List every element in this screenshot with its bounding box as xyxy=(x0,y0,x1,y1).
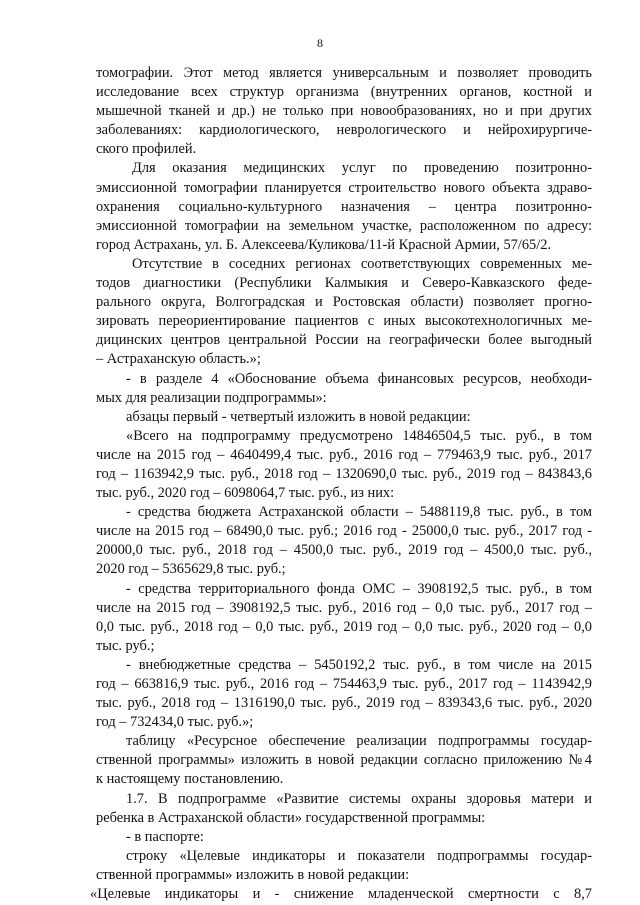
text-line: таблицу «Ресурсное обеспечение реализации подпрограммы государ- xyxy=(126,733,592,750)
text-line: числе на 2015 год – 68490,0 тыс. руб.; 2016 год - 25000,0 тыс. руб., 2017 год - xyxy=(96,523,592,540)
text-line: заболеваниях: кардиологического, неврологического и нейрохирургиче- xyxy=(96,122,592,139)
text-line: - внебюджетные средства – 5450192,2 тыс. руб., в том числе на 2015 xyxy=(126,656,592,673)
text-line: ского профилей. xyxy=(96,141,197,158)
text-line: - средства территориального фонда ОМС – 3908192,5 тыс. руб., в том xyxy=(126,580,592,597)
text-line: мых для реализации подпрограммы»: xyxy=(96,389,327,406)
text-line: тыс. руб., 2020 год – 6098064,7 тыс. руб., из них: xyxy=(96,485,395,502)
text-line: ственной программы» изложить в новой редакции: xyxy=(96,866,410,883)
text-line: тыс. руб.; xyxy=(96,637,155,654)
text-line: ственной программы» изложить в новой редакции согласно приложению №4 xyxy=(96,752,592,769)
text-line: зировать переориентирование пациентов с иных высокотехнологичных ме- xyxy=(96,313,592,330)
text-line: год – 1163942,9 тыс. руб., 2018 год – 1320690,0 тыс. руб., 2019 год – 843843,6 xyxy=(96,465,592,482)
text-line: рального округа, Волгоградская и Ростовская области) позволяет прогно- xyxy=(96,294,592,311)
text-line: дицинских центров центральной России на географически более выгодный xyxy=(96,332,592,349)
page-number: 8 xyxy=(317,36,323,50)
text-line: год – 663816,9 тыс. руб., 2016 год – 754463,9 тыс. руб., 2017 год – 1143942,9 xyxy=(96,676,592,692)
text-line: строку «Целевые индикаторы и показатели подпрограммы государ- xyxy=(126,847,592,864)
text-line: «Целевые индикаторы и - снижение младенческой смертности с 8,7 xyxy=(90,886,592,903)
text-line: числе на 2015 год – 4640499,4 тыс. руб., 2016 год – 779463,9 тыс. руб., 2017 xyxy=(96,446,592,463)
text-line: - в паспорте: xyxy=(126,828,204,845)
text-line: мышечной тканей и др.) не только при новообразованиях, но и при других xyxy=(96,103,592,120)
text-line: числе на 2015 год – 3908192,5 тыс. руб., 2016 год – 0,0 тыс. руб., 2017 год – xyxy=(96,599,592,616)
text-line: «Всего на подпрограмму предусмотрено 14846504,5 тыс. руб., в том xyxy=(126,427,592,444)
text-line: томографии. Этот метод является универсальным и позволяет проводить xyxy=(96,65,592,81)
text-line: - средства бюджета Астраханской области – 5488119,8 тыс. руб., в том xyxy=(126,504,592,521)
text-line: охранения социально-культурного назначения – центра позитронно- xyxy=(96,198,592,215)
text-line: год – 732434,0 тыс. руб.»; xyxy=(96,714,254,731)
text-line: эмиссионной томографии планируется строительство нового объекта здраво- xyxy=(96,179,592,196)
text-line: Отсутствие в соседних регионах соответствующих современных ме- xyxy=(132,255,592,272)
text-line: город Астрахань, ул. Б. Алексеева/Куликова/11-й Красной Армии, 57/65/2. xyxy=(96,236,552,253)
text-line: эмиссионной томографии на земельном участке, расположенном по адресу: xyxy=(96,217,592,234)
text-line: к настоящему постановлению. xyxy=(96,771,284,788)
text-line: 20000,0 тыс. руб., 2018 год – 4500,0 тыс. руб., 2019 год – 4500,0 тыс. руб., xyxy=(96,542,592,559)
text-line: тодов диагностики (Республики Калмыкия и Северо-Кавказского феде- xyxy=(96,275,592,292)
text-line: 2020 год – 5365629,8 тыс. руб.; xyxy=(96,561,286,578)
text-line: 0,0 тыс. руб., 2018 год – 0,0 тыс. руб., 2019 год – 0,0 тыс. руб., 2020 год – 0,0 xyxy=(96,618,592,635)
text-line: Для оказания медицинских услуг по проведению позитронно- xyxy=(132,160,592,177)
text-line: исследование всех структур организма (внутренних органов, костной и xyxy=(96,84,592,101)
text-line: 1.7. В подпрограмме «Развитие системы охраны здоровья матери и xyxy=(126,790,592,807)
text-line: тыс. руб., 2018 год – 1316190,0 тыс. руб., 2019 год – 839343,6 тыс. руб., 2020 xyxy=(96,695,592,712)
text-line: – Астраханскую область.»; xyxy=(96,351,261,368)
text-line: - в разделе 4 «Обоснование объема финансовых ресурсов, необходи- xyxy=(126,370,592,387)
document-body-text xyxy=(90,64,592,904)
text-line: ребенка в Астраханской области» государственной программы: xyxy=(96,809,486,826)
text-line: абзацы первый - четвертый изложить в новой редакции: xyxy=(126,408,471,425)
